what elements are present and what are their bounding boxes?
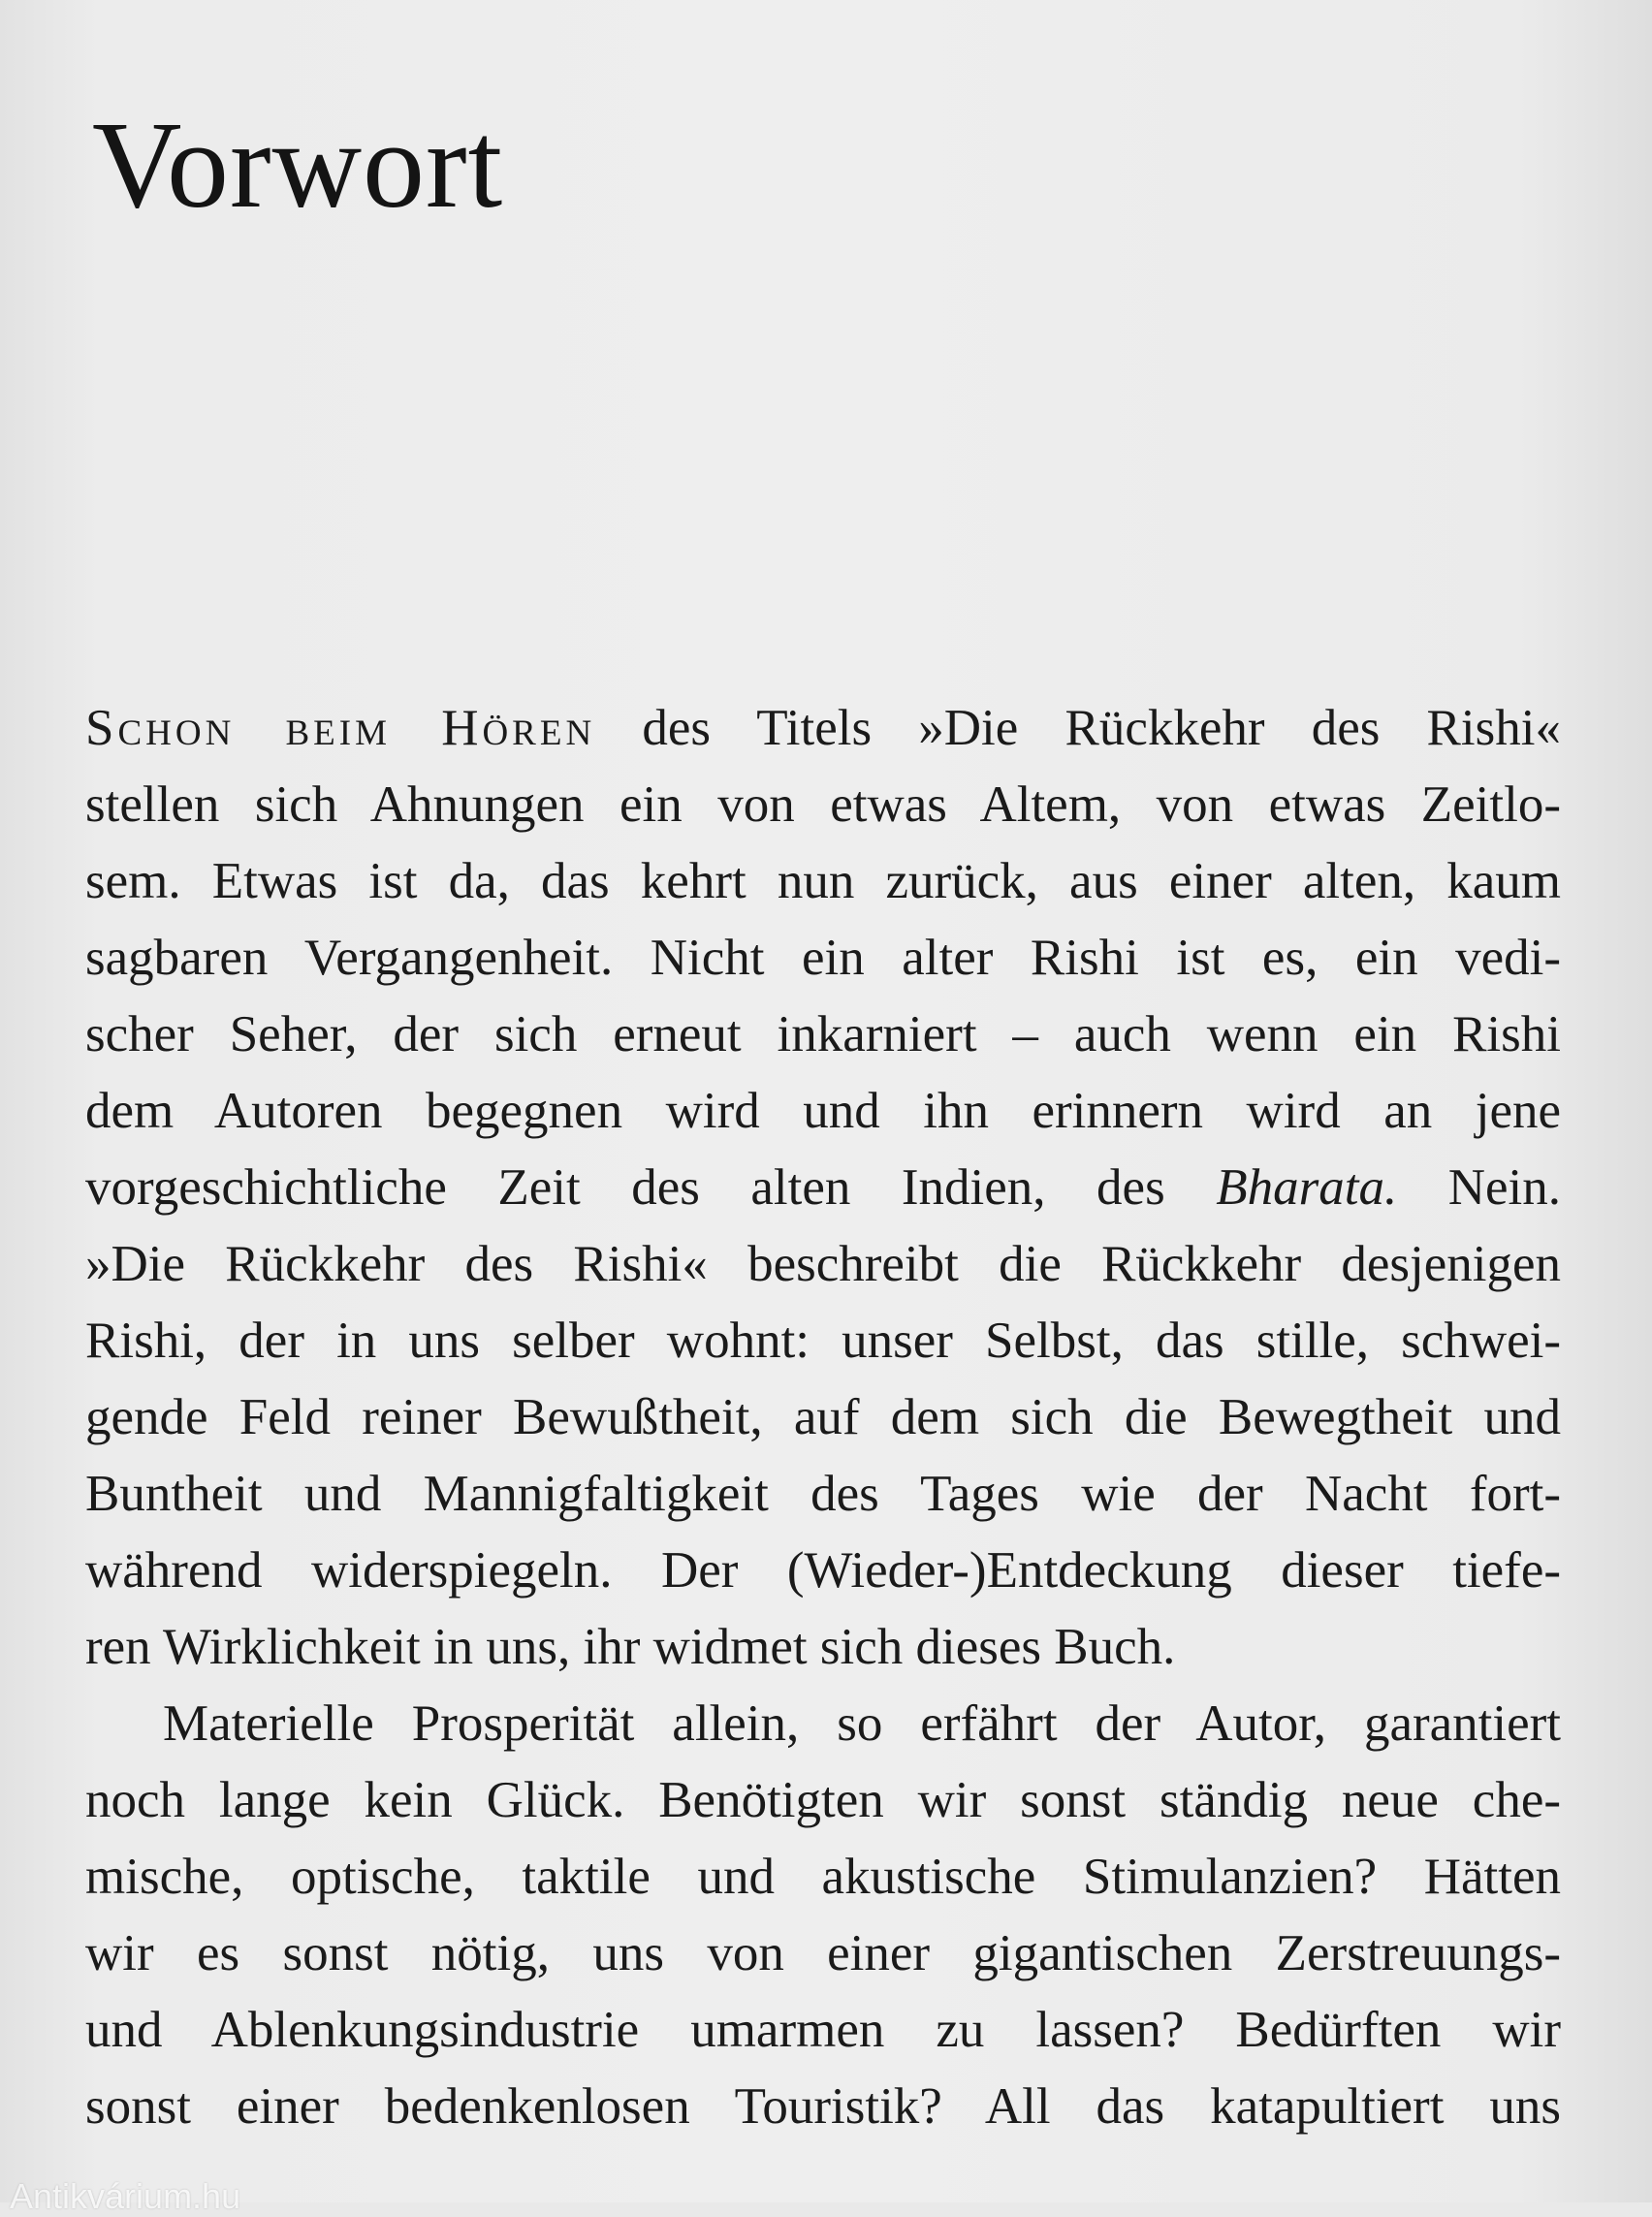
text-line: gende Feld reiner Bewußtheit, auf dem sich die Bewegtheit und <box>85 1389 1561 1445</box>
text-line: dem Autoren begegnen wird und ihn erinnern wird an jene <box>85 1083 1561 1139</box>
page-title: Vorwort <box>92 96 504 234</box>
text-line: stellen sich Ahnungen ein von etwas Altem, von etwas Zeitlo- <box>85 776 1561 833</box>
text-line: Materielle Prosperität allein, so erfährt der Autor, garantiert <box>163 1695 1561 1752</box>
text-line: Rishi, der in uns selber wohnt: unser Selbst, das stille, schwei- <box>85 1313 1561 1369</box>
text-line: Schon beim Hören des Titels »Die Rückkehr des Rishi« <box>85 700 1561 756</box>
text-line: vorgeschichtliche Zeit des alten Indien, des Bharata. Nein. <box>85 1159 1561 1216</box>
text-line: sem. Etwas ist da, das kehrt nun zurück, aus einer alten, kaum <box>85 853 1561 909</box>
text-line: wir es sonst nötig, uns von einer gigantischen Zerstreuungs- <box>85 1925 1561 1981</box>
text-line: scher Seher, der sich erneut inkarniert – auch wenn ein Rishi <box>85 1006 1561 1062</box>
text-line: und Ablenkungsindustrie umarmen zu lassen? Bedürften wir <box>85 2002 1561 2058</box>
watermark-logo: Antikvárium.hu <box>10 2176 241 2216</box>
text-line: sonst einer bedenkenlosen Touristik? All das katapultiert uns <box>85 2078 1561 2135</box>
body-text <box>85 690 1561 2145</box>
text-line: sagbaren Vergangenheit. Nicht ein alter Rishi ist es, ein vedi- <box>85 930 1561 986</box>
text-line: noch lange kein Glück. Benötigten wir sonst ständig neue che- <box>85 1772 1561 1828</box>
text-line: Buntheit und Mannigfaltigkeit des Tages wie der Nacht fort- <box>85 1466 1561 1522</box>
text-line: »Die Rückkehr des Rishi« beschreibt die Rückkehr desjenigen <box>85 1236 1561 1292</box>
text-line: mische, optische, taktile und akustische Stimulanzien? Hätten <box>85 1849 1561 1905</box>
text-line: während widerspiegeln. Der (Wieder-)Entdeckung dieser tiefe- <box>85 1542 1561 1599</box>
italic-term: Bharata. <box>1216 1159 1398 1216</box>
text-line: ren Wirklichkeit in uns, ihr widmet sich dieses Buch. <box>85 1619 1176 1675</box>
small-caps-lead: Schon beim Hören <box>85 700 596 756</box>
